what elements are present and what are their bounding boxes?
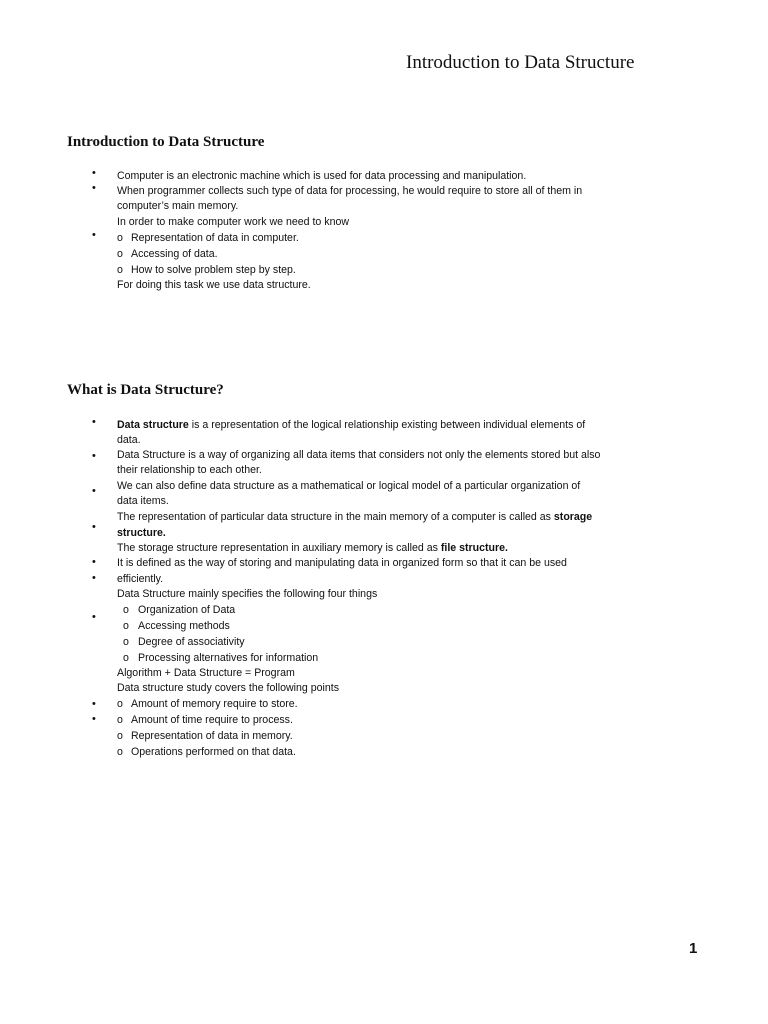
list-item-text-part: The storage structure representation in auxiliary memory is called as xyxy=(117,542,441,554)
bullet-marker: • xyxy=(92,713,96,725)
bold-term: file structure. xyxy=(440,542,508,554)
list-item-text: their relationship to each other. xyxy=(117,464,262,476)
sub-list-item: Accessing methods xyxy=(138,620,230,632)
sub-bullet-marker: o xyxy=(117,730,123,742)
list-item-text: Data Structure is a way of organizing all data items that considers not only the elements stored but also xyxy=(117,449,601,461)
list-item-text xyxy=(117,510,592,525)
list-item-text-part: The representation of particular data structure in the main memory of a computer is called as xyxy=(117,511,554,523)
bullet-marker: • xyxy=(92,450,96,462)
list-item-text xyxy=(117,526,166,541)
section-heading-what-is-data-structure: What is Data Structure? xyxy=(67,382,224,398)
sub-list-item: Amount of time require to process. xyxy=(131,714,293,726)
sub-list-item: Accessing of data. xyxy=(131,248,218,260)
bullet-marker: • xyxy=(92,229,96,241)
sub-list-item: Organization of Data xyxy=(138,604,236,616)
sub-bullet-marker: o xyxy=(117,264,123,276)
bullet-marker: • xyxy=(92,485,96,497)
section-heading-introduction: Introduction to Data Structure xyxy=(67,134,265,150)
list-item-text-rest: is a representation of the logical relationship existing between individual elements of xyxy=(188,419,586,431)
list-item-text: When programmer collects such type of data for processing, he would require to store all of them in xyxy=(117,185,583,197)
bold-term: Data structure xyxy=(117,419,189,431)
page-number: 1 xyxy=(689,940,698,957)
list-item-text xyxy=(117,541,508,556)
bullet-marker: • xyxy=(92,556,96,568)
list-item-text: efficiently. xyxy=(117,573,164,585)
sub-bullet-marker: o xyxy=(123,620,129,632)
page-header-title: Introduction to Data Structure xyxy=(406,52,635,73)
list-item-text: Data Structure mainly specifies the following four things xyxy=(117,588,378,600)
sub-bullet-marker: o xyxy=(123,604,129,616)
list-item-text: For doing this task we use data structure. xyxy=(117,279,311,291)
bullet-marker: • xyxy=(92,698,96,710)
sub-bullet-marker: o xyxy=(123,652,129,664)
list-item-text: Computer is an electronic machine which is used for data processing and manipulation. xyxy=(117,170,527,182)
sub-list-item: Degree of associativity xyxy=(138,636,245,648)
bullet-marker: • xyxy=(92,167,96,179)
list-item-text: In order to make computer work we need to know xyxy=(117,216,349,228)
sub-list-item: How to solve problem step by step. xyxy=(131,264,296,276)
sub-bullet-marker: o xyxy=(117,714,123,726)
bold-term: structure. xyxy=(117,527,166,539)
sub-list-item: Representation of data in computer. xyxy=(131,232,299,244)
list-item-text: data. xyxy=(117,434,141,446)
list-item-text xyxy=(117,418,585,433)
sub-bullet-marker: o xyxy=(117,698,123,710)
sub-list-item: Representation of data in memory. xyxy=(131,730,293,742)
sub-list-item: Processing alternatives for information xyxy=(138,652,319,664)
bullet-marker: • xyxy=(92,416,96,428)
sub-bullet-marker: o xyxy=(123,636,129,648)
sub-bullet-marker: o xyxy=(117,232,123,244)
sub-bullet-marker: o xyxy=(117,746,123,758)
bold-term: storage xyxy=(553,511,593,523)
list-item-text: We can also define data structure as a mathematical or logical model of a particular organization of xyxy=(117,480,581,492)
sub-list-item: Operations performed on that data. xyxy=(131,746,296,758)
sub-list-item: Amount of memory require to store. xyxy=(131,698,298,710)
list-item-text: data items. xyxy=(117,495,169,507)
list-item-text: It is defined as the way of storing and manipulating data in organized form so that it can be used xyxy=(117,557,567,569)
list-item-text: Data structure study covers the following points xyxy=(117,682,339,694)
bullet-marker: • xyxy=(92,611,96,623)
list-item-text: computer’s main memory. xyxy=(117,200,239,212)
sub-bullet-marker: o xyxy=(117,248,123,260)
bullet-marker: • xyxy=(92,521,96,533)
list-item-text: Algorithm + Data Structure = Program xyxy=(117,667,295,679)
bullet-marker: • xyxy=(92,182,96,194)
bullet-marker: • xyxy=(92,572,96,584)
